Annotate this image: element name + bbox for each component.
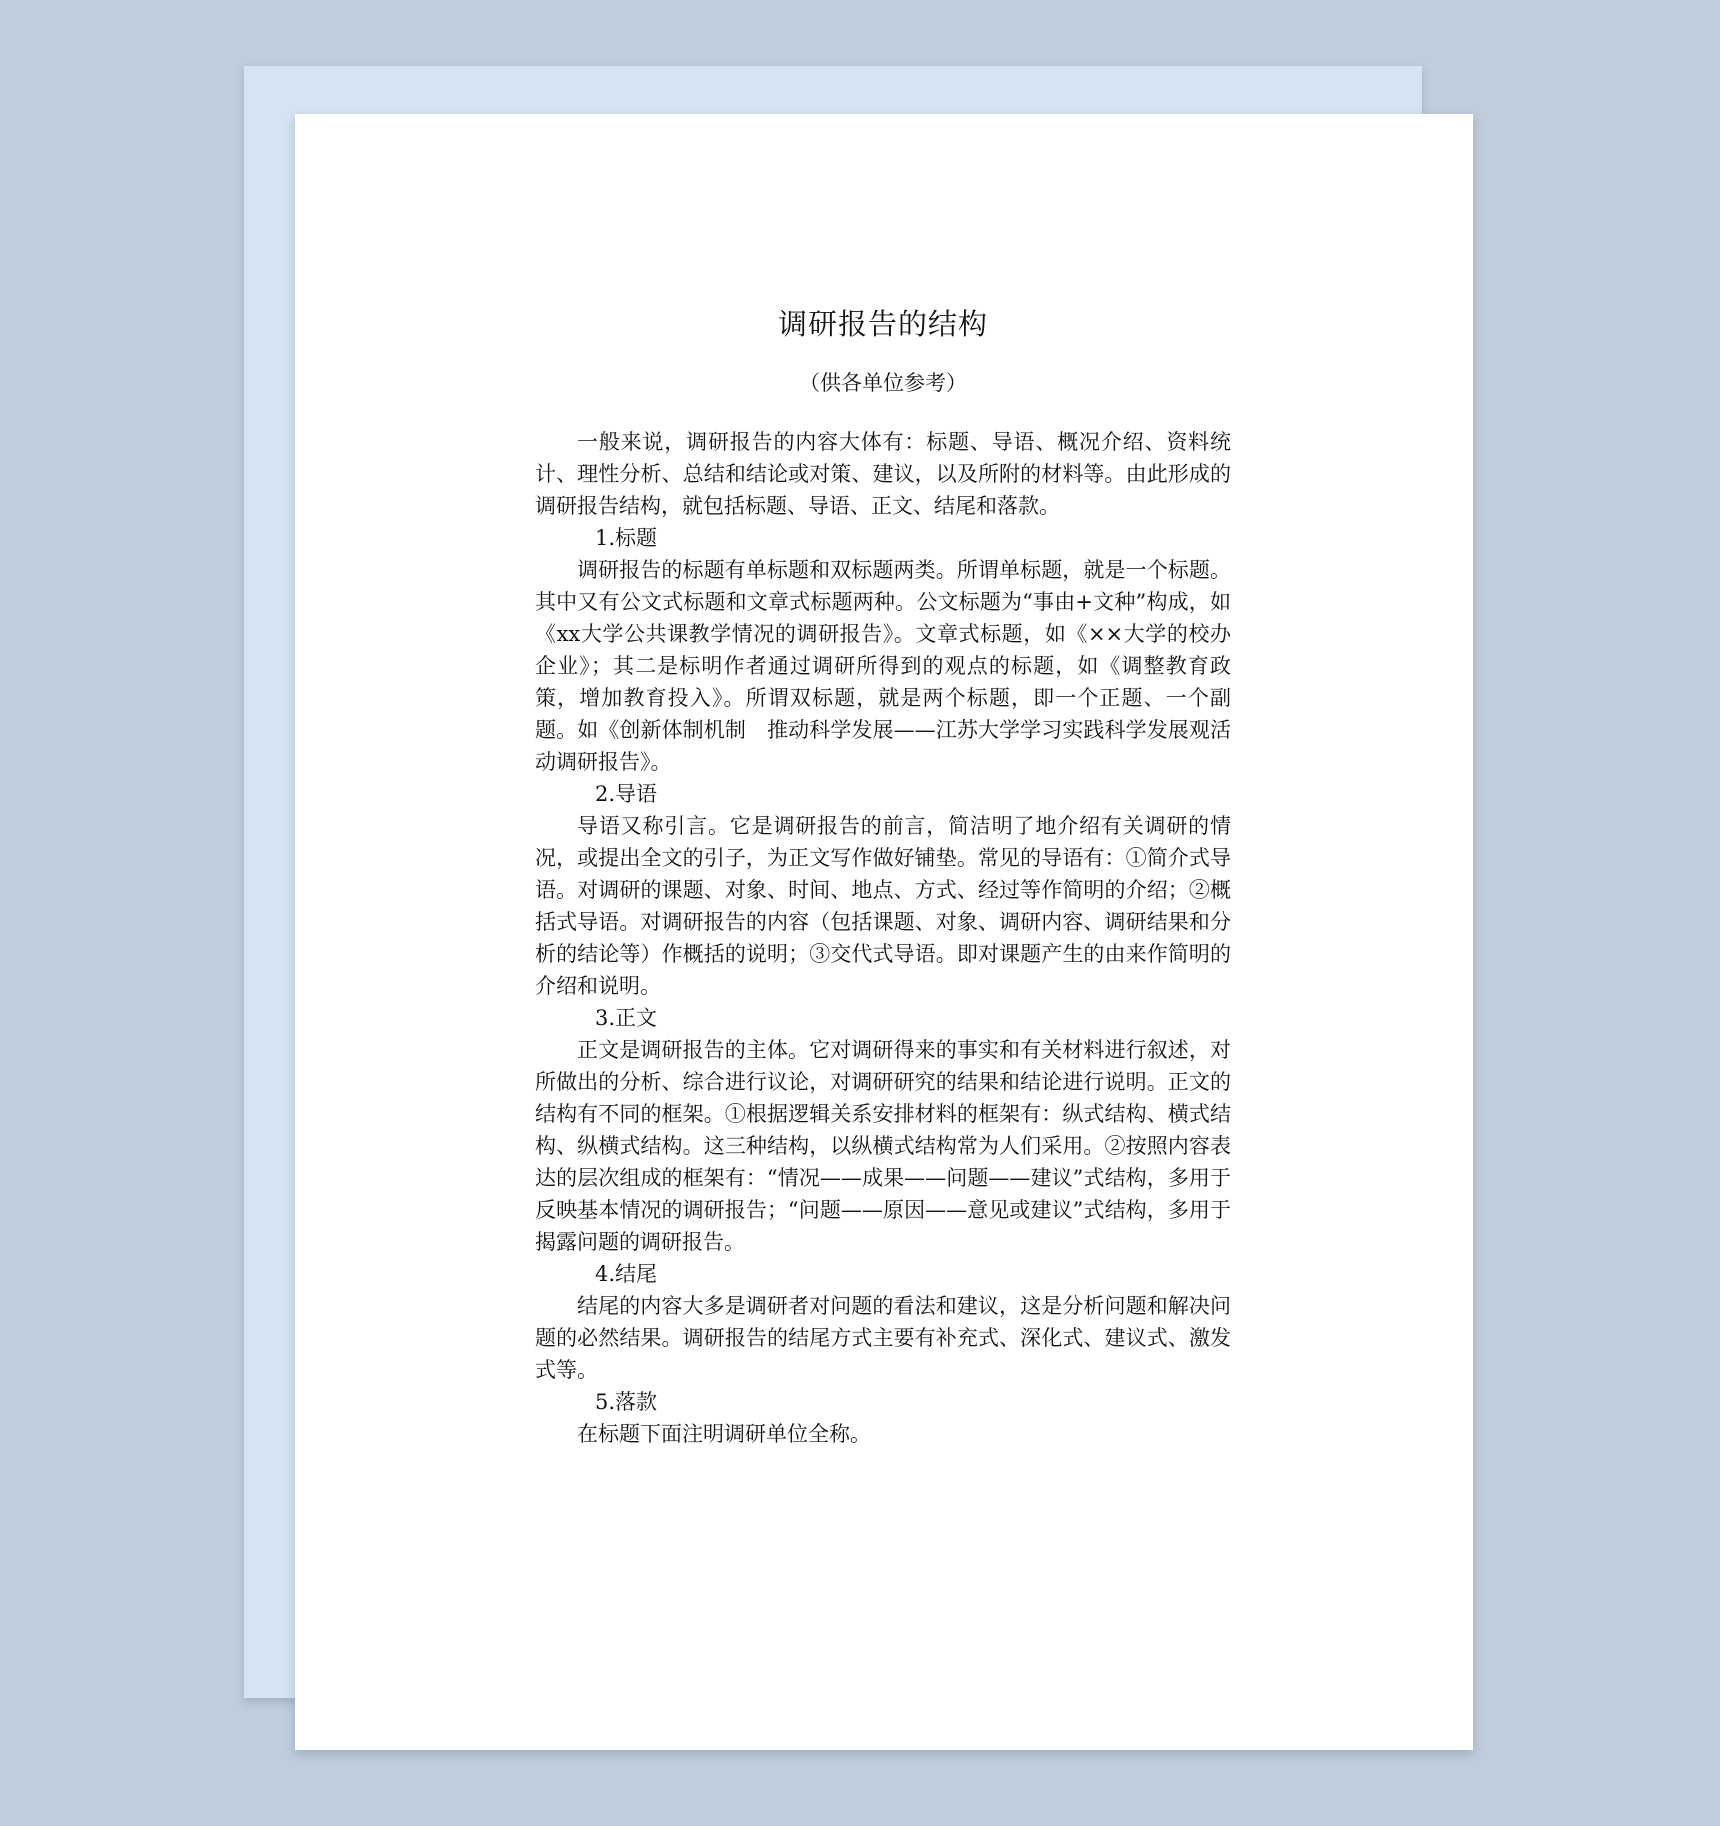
section-heading-title: 1.标题 <box>595 526 658 550</box>
section-body-lead: 导语又称引言。它是调研报告的前言，简洁明了地介绍有关调研的情况，或提出全文的引子，为正文写作做好铺垫。常见的导语有：①简介式导语。对调研的课题、对象、时间、地点、方式、经过等作简明的介绍；②概括式导语。对调研报告的内容（包括课题、对象、调研内容、调研结果和分析的结论等）作概括的说明；③交代式导语。即对课题产生的由来作简明的介绍和说明。 <box>535 814 1231 998</box>
intro-paragraph: 一般来说，调研报告的内容大体有：标题、导语、概况介绍、资料统计、理性分析、总结和结论或对策、建议，以及所附的材料等。由此形成的调研报告结构，就包括标题、导语、正文、结尾和落款。 <box>535 430 1231 518</box>
section-heading-signature: 5.落款 <box>595 1390 658 1414</box>
document-title: 调研报告的结构 <box>777 307 988 341</box>
section-body-main-text: 正文是调研报告的主体。它对调研得来的事实和有关材料进行叙述，对所做出的分析、综合进行议论，对调研研究的结果和结论进行说明。正文的结构有不同的框架。①根据逻辑关系安排材料的框架有：纵式结构、横式结构、纵横式结构。这三种结构，以纵横式结构常为人们采用。②按照内容表达的层次组成的框架有：“情况——成果——问题——建议”式结构，多用于反映基本情况的调研报告；“问题——原因——意见或建议”式结构，多用于揭露问题的调研报告。 <box>535 1038 1231 1254</box>
document-content <box>535 304 1231 1450</box>
section-heading-lead: 2.导语 <box>595 782 658 806</box>
section-heading-main-text: 3.正文 <box>595 1006 658 1030</box>
section-body-signature: 在标题下面注明调研单位全称。 <box>577 1422 871 1446</box>
section-body-ending: 结尾的内容大多是调研者对问题的看法和建议，这是分析问题和解决问题的必然结果。调研报告的结尾方式主要有补充式、深化式、建议式、激发式等。 <box>535 1294 1231 1382</box>
document-subtitle: （供各单位参考） <box>799 371 967 395</box>
section-heading-ending: 4.结尾 <box>595 1262 658 1286</box>
section-body-title: 调研报告的标题有单标题和双标题两类。所谓单标题，就是一个标题。其中又有公文式标题和文章式标题两种。公文标题为“事由+文种”构成，如《xx大学公共课教学情况的调研报告》。文章式标题，如《××大学的校办企业》；其二是标明作者通过调研所得到的观点的标题，如《调整教育政策，增加教育投入》。所谓双标题，就是两个标题，即一个正题、一个副题。如《创新体制机制 推动科学发展——江苏大学学习实践科学发展观活动调研报告》。 <box>535 558 1231 774</box>
document-page <box>295 114 1473 1750</box>
